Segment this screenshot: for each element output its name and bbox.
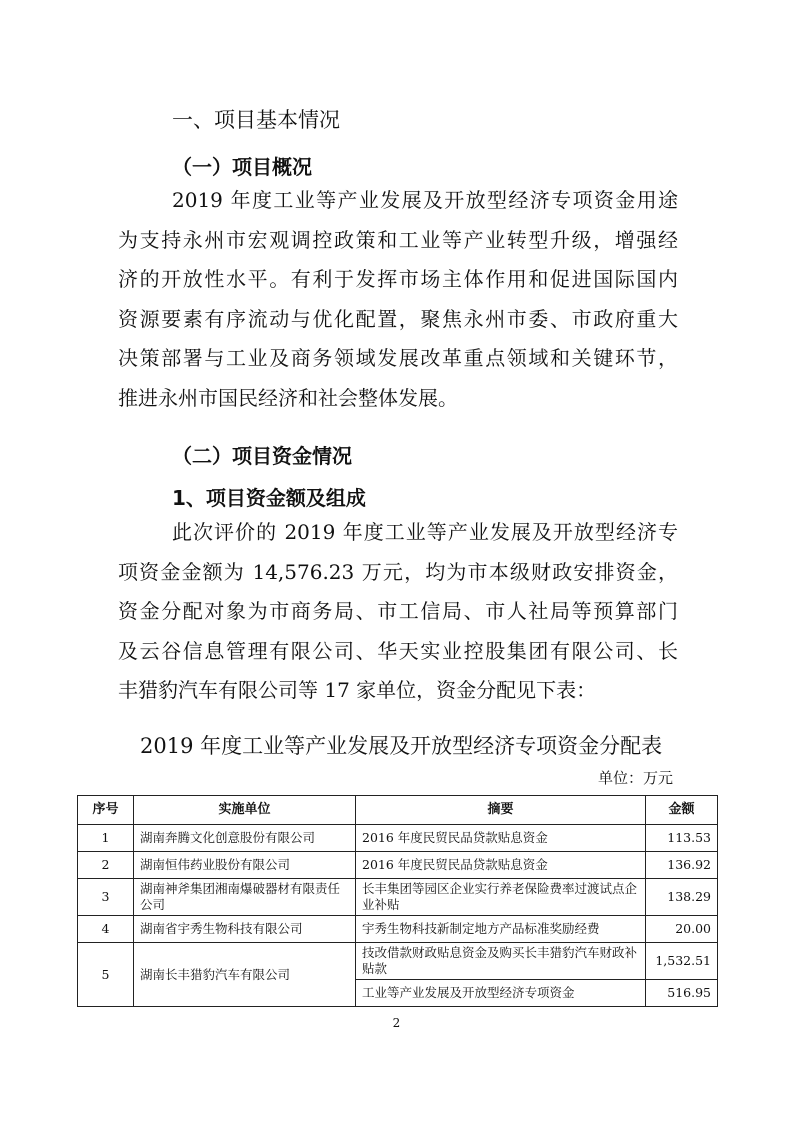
paragraph-line: 决策部署与工业及商务领域发展改革重点领域和关键环节， xyxy=(118,346,678,370)
header-amount: 金额 xyxy=(646,796,718,825)
paragraph-line: 丰猎豹汽车有限公司等 17 家单位，资金分配见下表： xyxy=(118,678,597,702)
cell-no: 3 xyxy=(78,879,134,916)
page-number: 2 xyxy=(392,1016,401,1030)
table-header-row xyxy=(78,796,718,825)
table-row xyxy=(78,916,718,943)
paragraph-line: 此次评价的 2019 年度工业等产业发展及开放型经济专 xyxy=(172,520,678,544)
table-row xyxy=(78,852,718,879)
cell-summary: 工业等产业发展及开放型经济专项资金 xyxy=(356,980,646,1007)
funds-paragraph xyxy=(118,513,678,711)
table-row xyxy=(78,943,718,980)
cell-summary: 宇秀生物科技新制定地方产品标准奖励经费 xyxy=(356,916,646,943)
paragraph-line: 推进永州市国民经济和社会整体发展。 xyxy=(118,385,458,410)
cell-amount: 20.00 xyxy=(646,916,718,943)
cell-unit: 湖南神斧集团湘南爆破器材有限责任公司 xyxy=(134,879,356,916)
cell-summary: 长丰集团等园区企业实行养老保险费率过渡试点企业补贴 xyxy=(356,879,646,916)
cell-no: 2 xyxy=(78,852,134,879)
cell-unit: 湖南奔腾文化创意股份有限公司 xyxy=(134,825,356,852)
header-unit: 实施单位 xyxy=(134,796,356,825)
cell-unit: 湖南恒伟药业股份有限公司 xyxy=(134,852,356,879)
table-row xyxy=(78,879,718,916)
cell-unit: 湖南长丰猎豹汽车有限公司 xyxy=(134,943,356,1007)
paragraph-line: 资金分配对象为市商务局、市工信局、市人社局等预算部门 xyxy=(118,599,678,623)
cell-unit: 湖南省宇秀生物科技有限公司 xyxy=(134,916,356,943)
cell-amount: 136.92 xyxy=(646,852,718,879)
cell-summary: 2016 年度民贸民品贷款贴息资金 xyxy=(356,852,646,879)
cell-amount: 113.53 xyxy=(646,825,718,852)
section-heading: 一、项目基本情况 xyxy=(172,108,340,132)
paragraph-line: 济的开放性水平。有利于发挥市场主体作用和促进国际国内 xyxy=(118,267,678,291)
paragraph-line: 资源要素有序流动与优化配置，聚焦永州市委、市政府重大 xyxy=(118,306,678,331)
header-no: 序号 xyxy=(78,796,134,825)
table-title: 2019 年度工业等产业发展及开放型经济专项资金分配表 xyxy=(140,734,663,758)
cell-no: 5 xyxy=(78,943,134,1007)
table-row xyxy=(78,825,718,852)
cell-amount: 516.95 xyxy=(646,980,718,1007)
item-heading-amount: 1、项目资金额及组成 xyxy=(172,486,366,510)
subsection-heading-overview: （一）项目概况 xyxy=(172,155,312,179)
header-summary: 摘要 xyxy=(356,796,646,825)
cell-summary: 技改借款财政贴息资金及购买长丰猎豹汽车财政补贴款 xyxy=(356,943,646,980)
cell-no: 4 xyxy=(78,916,134,943)
overview-paragraph xyxy=(118,181,678,418)
table-unit: 单位：万元 xyxy=(598,769,674,787)
cell-amount: 138.29 xyxy=(646,879,718,916)
paragraph-line: 及云谷信息管理有限公司、华天实业控股集团有限公司、长 xyxy=(118,638,678,663)
paragraph-line: 2019 年度工业等产业发展及开放型经济专项资金用途 xyxy=(172,188,678,212)
paragraph-line: 项资金金额为 14,576.23 万元，均为市本级财政安排资金， xyxy=(118,559,678,584)
subsection-heading-funds: （二）项目资金情况 xyxy=(172,444,352,468)
paragraph-line: 为支持永州市宏观调控政策和工业等产业转型升级，增强经 xyxy=(118,227,678,252)
cell-amount: 1,532.51 xyxy=(646,943,718,980)
cell-summary: 2016 年度民贸民品贷款贴息资金 xyxy=(356,825,646,852)
cell-no: 1 xyxy=(78,825,134,852)
allocation-table xyxy=(77,795,718,1007)
